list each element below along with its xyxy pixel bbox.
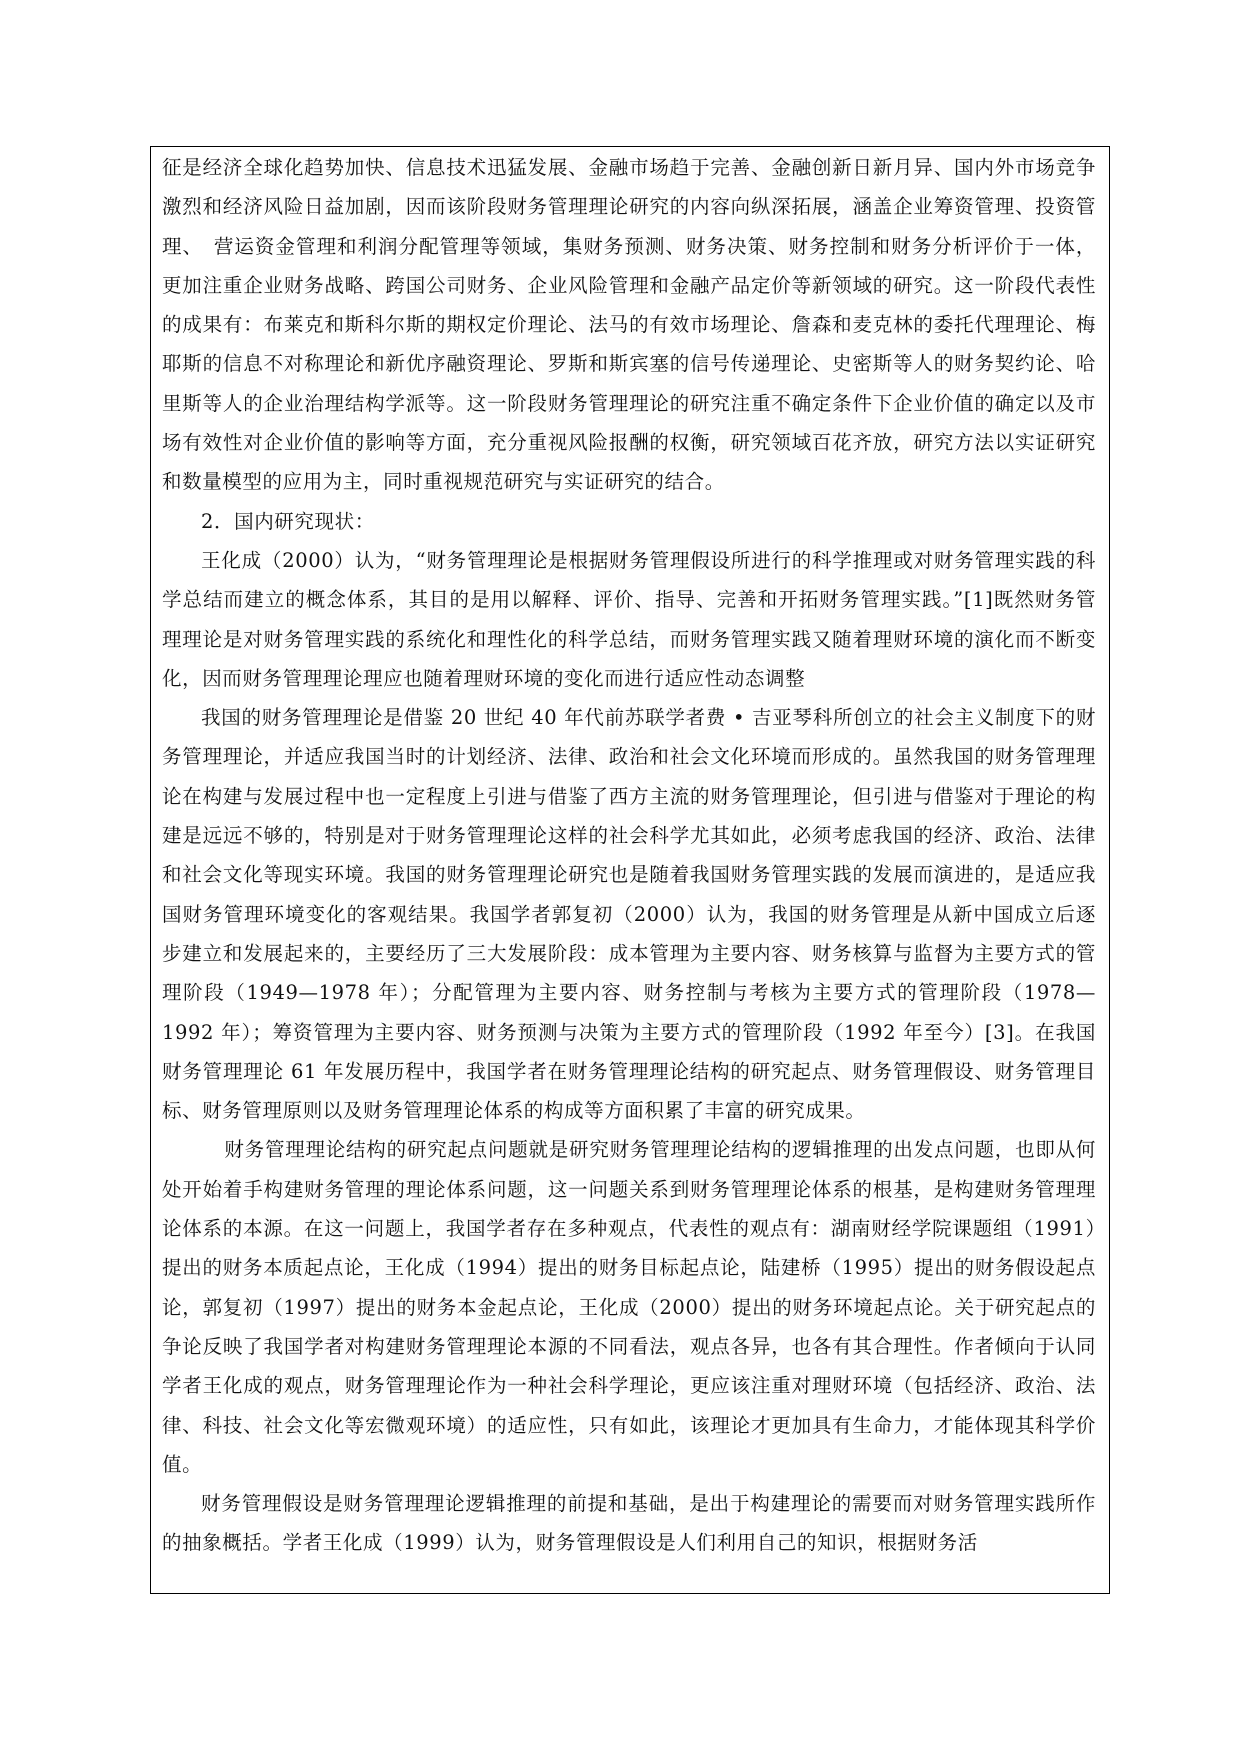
paragraph-research-starting-point: 财务管理理论结构的研究起点问题就是研究财务管理理论结构的逻辑推理的出发点问题，也即从何处开始着手构建财务管理的理论体系问题，这一问题关系到财务管理理论体系的根基，是构建财务管理理论体系的本源。在这一问题上，我国学者存在多种观点，代表性的观点有：湖南财经学院课题组（1991）提出的财务本质起点论，王化成（1994）提出的财务目标起点论，陆建桥（1995）提出的财务假设起点论，郭复初（1997）提出的财务本金起点论，王化成（2000）提出的财务环境起点论。关于研究起点的争论反映了我国学者对构建财务管理理论本源的不同看法，观点各异，也各有其合理性。作者倾向于认同学者王化成的观点，财务管理理论作为一种社会科学理论，更应该注重对理财环境（包括经济、政治、法律、科技、社会文化等宏微观环境）的适应性，只有如此，该理论才更加具有生命力，才能体现其科学价值。 [162,1138,1096,1476]
section-heading-domestic-research: 2．国内研究现状： [201,509,375,533]
paragraph-management-assumption: 财务管理假设是财务管理理论逻辑推理的前提和基础，是出于构建理论的需要而对财务管理实践所作的抽象概括。学者王化成（1999）认为，财务管理假设是人们利用自己的知识，根据财务活 [162,1492,1096,1555]
paragraph-wang-definition: 王化成（2000）认为，“财务管理理论是根据财务管理假设所进行的科学推理或对财务管理实践的科学总结而建立的概念体系，其目的是用以解释、评价、指导、完善和开拓财务管理实践。”[1]既然财务管理理论是对财务管理实践的系统化和理性化的科学总结，而财务管理实践又随着理财环境的演化而不断变化，因而财务管理理论理应也随着理财环境的变化而进行适应性动态调整 [162,548,1096,690]
paragraph-china-theory-history: 我国的财务管理理论是借鉴 20 世纪 40 年代前苏联学者费 • 吉亚琴科所创立的社会主义制度下的财务管理理论，并适应我国当时的计划经济、法律、政治和社会文化环境而形成的。虽然我国的财务管理理论在构建与发展过程中也一定程度上引进与借鉴了西方主流的财务管理理论，但引进与借鉴对于理论的构建是远远不够的，特别是对于财务管理理论这样的社会科学尤其如此，必须考虑我国的经济、政治、法律和社会文化等现实环境。我国的财务管理理论研究也是随着我国财务管理实践的发展而演进的，是适应我国财务管理环境变化的客观结果。我国学者郭复初（2000）认为，我国的财务管理是从新中国成立后逐步建立和发展起来的，主要经历了三大发展阶段：成本管理为主要内容、财务核算与监督为主要方式的管理阶段（1949—1978 年）；分配管理为主要内容、财务控制与考核为主要方式的管理阶段（1978—1992 年）；筹资管理为主要内容、财务预测与决策为主要方式的管理阶段（1992 年至今）[3]。在我国财务管理理论 61 年发展历程中，我国学者在财务管理理论结构的研究起点、财务管理假设、财务管理目标、财务管理原则以及财务管理理论体系的构成等方面积累了丰富的研究成果。 [162,706,1096,1123]
paragraph-overseas-research-continuation: 征是经济全球化趋势加快、信息技术迅猛发展、金融市场趋于完善、金融创新日新月异、国内外市场竞争激烈和经济风险日益加剧，因而该阶段财务管理理论研究的内容向纵深拓展，涵盖企业筹资管理、投资管理、 营运资金管理和利润分配管理等领域，集财务预测、财务决策、财务控制和财务分析评价于一体，更加注重企业财务战略、跨国公司财务、企业风险管理和金融产品定价等新领域的研究。这一阶段代表性的成果有：布莱克和斯科尔斯的期权定价理论、法马的有效市场理论、詹森和麦克林的委托代理理论、梅耶斯的信息不对称理论和新优序融资理论、罗斯和斯宾塞的信号传递理论、史密斯等人的财务契约论、哈里斯等人的企业治理结构学派等。这一阶段财务管理理论的研究注重不确定条件下企业价值的确定以及市场有效性对企业价值的影响等方面，充分重视风险报酬的权衡，研究领域百花齐放，研究方法以实证研究和数量模型的应用为主，同时重视规范研究与实证研究的结合。 [162,156,1096,494]
document-body [162,148,1096,1563]
